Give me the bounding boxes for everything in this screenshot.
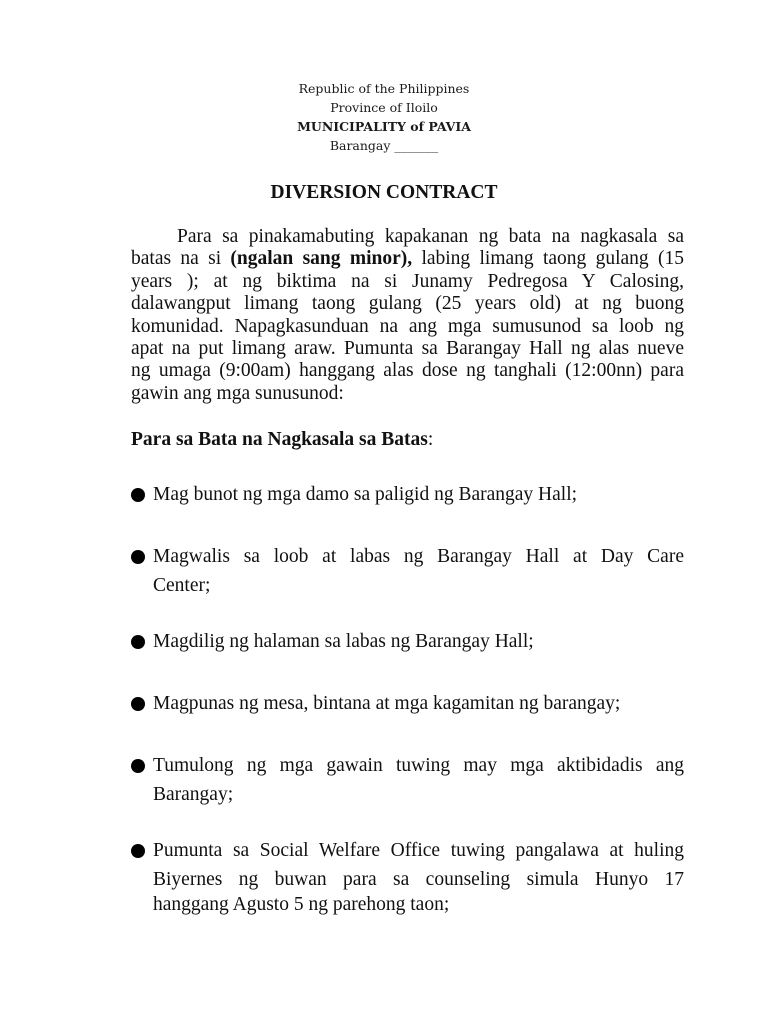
intro-line: Para sa pinakamabuting kapakanan ng bata na nagkasala sa — [177, 226, 684, 247]
list-item — [131, 627, 684, 656]
intro-line — [131, 248, 684, 270]
list-item-line: Barangay; — [153, 784, 234, 805]
letterhead-province: Province of Iloilo — [330, 100, 438, 115]
section-heading-colon: : — [427, 429, 434, 450]
intro-line: apat na put limang araw. Pumunta sa Barangay Hall ng alas nueve — [131, 338, 684, 360]
list-item-line: Magwalis sa loob at labas ng Barangay Hall at Day Care — [153, 546, 684, 567]
intro-line: dalawangput limang taong gulang (25 years old) at ng buong — [131, 293, 684, 315]
document-title: DIVERSION CONTRACT — [270, 182, 498, 203]
letterhead — [0, 79, 768, 155]
list-item-line: hanggang Agusto 5 ng parehong taon; — [153, 894, 450, 915]
list-item — [131, 751, 684, 809]
bullet-icon — [131, 488, 145, 502]
list-item-line: Magdilig ng halaman sa labas ng Barangay Hall; — [153, 631, 534, 652]
list-item-line: Mag bunot ng mga damo sa paligid ng Barangay Hall; — [153, 484, 578, 505]
bullet-icon — [131, 844, 145, 858]
list-item-line: Center; — [153, 575, 211, 596]
intro-text: labing limang taong gulang (15 — [412, 248, 684, 270]
intro-paragraph — [131, 226, 684, 405]
list-item — [131, 689, 684, 718]
list-item-text — [153, 627, 684, 656]
list-item-line: Magpunas ng mesa, bintana at mga kagamitan ng barangay; — [153, 693, 621, 714]
list-item-line: Biyernes ng buwan para sa counseling simula Hunyo 17 — [153, 869, 684, 890]
bullet-icon — [131, 697, 145, 711]
list-item-text — [153, 689, 684, 718]
list-item — [131, 836, 684, 916]
letterhead-municipality: MUNICIPALITY of PAVIA — [297, 119, 471, 134]
list-item-text — [153, 542, 684, 600]
intro-line: gawin ang mga sunusunod: — [131, 382, 344, 404]
intro-line: years ); at ng biktima na si Junamy Pedregosa Y Calosing, — [131, 270, 684, 292]
list-item-line: Tumulong ng mga gawain tuwing may mga aktibidadis ang — [153, 755, 684, 776]
intro-line: komunidad. Napagkasunduan na ang mga sumusunod sa loob ng — [131, 315, 684, 337]
bullet-icon — [131, 759, 145, 773]
letterhead-barangay: Barangay _______ — [329, 138, 439, 153]
list-item — [131, 480, 684, 509]
section-heading-text: Para sa Bata na Nagkasala sa Batas — [131, 429, 428, 450]
list-item-text — [153, 751, 684, 809]
minor-name-placeholder: (ngalan sang minor), — [230, 248, 413, 270]
list-item-line: Pumunta sa Social Welfare Office tuwing pangalawa at huling — [153, 840, 684, 861]
bullet-icon — [131, 635, 145, 649]
list-item — [131, 542, 684, 600]
list-item-text — [153, 480, 684, 509]
intro-line: ng umaga (9:00am) hanggang alas dose ng tanghali (12:00nn) para — [131, 360, 684, 382]
letterhead-republic: Republic of the Philippines — [298, 81, 470, 96]
intro-text: batas na si — [131, 248, 231, 270]
section-heading — [131, 428, 684, 452]
list-item-text — [153, 836, 684, 916]
bullet-icon — [131, 550, 145, 564]
